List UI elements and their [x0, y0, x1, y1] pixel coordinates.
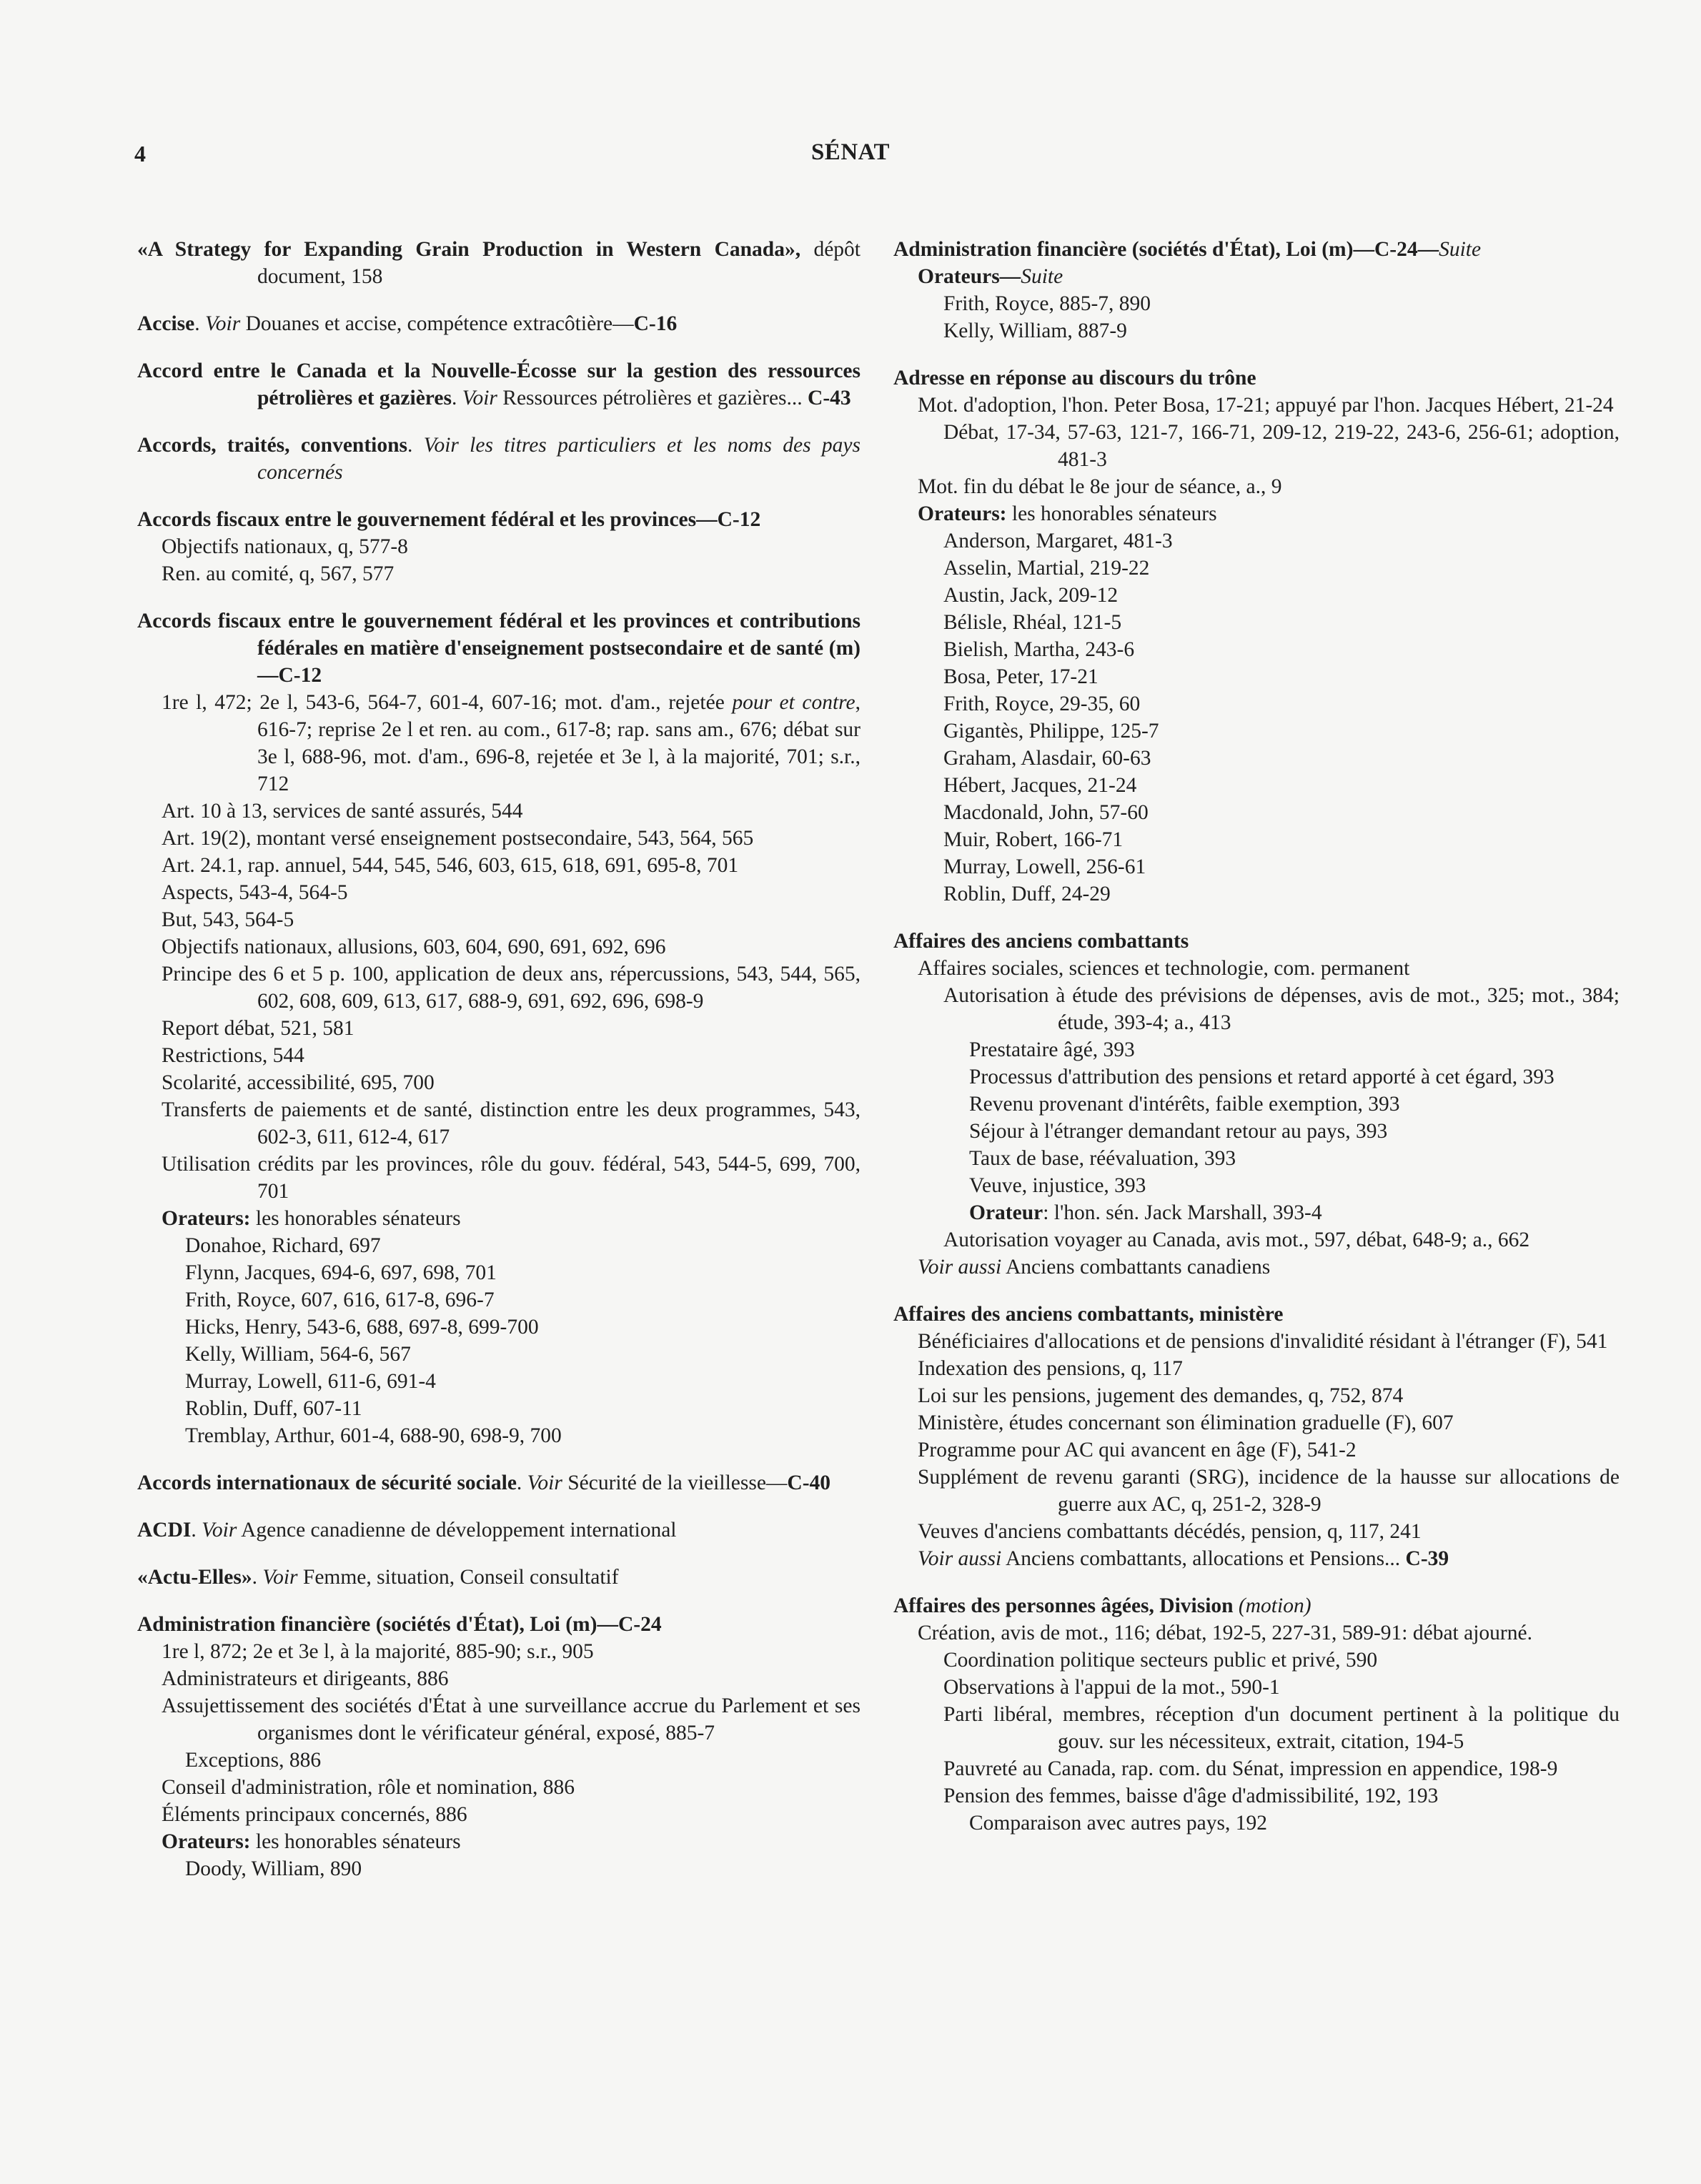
entry-text: Processus d'attribution des pensions et retard apporté à cet égard, 393 [969, 1066, 1554, 1088]
entry-text: Affaires des anciens combattants, ministère [893, 1303, 1284, 1326]
entry-text: Loi sur les pensions, jugement des demandes, q, 752, 874 [918, 1384, 1404, 1407]
entry-text: «A Strategy for Expanding Grain Production in Western Canada», [137, 238, 814, 261]
entry-text: Restrictions, 544 [162, 1044, 304, 1067]
entry-text: Accord entre le Canada et la Nouvelle-Écosse sur la gestion des ressources pétrolières et gazières [137, 359, 861, 409]
entry-text: Murray, Lowell, 256-61 [943, 855, 1146, 878]
entry-text: Administration financière (sociétés d'État), Loi (m)—C-24 [137, 1613, 662, 1636]
entry-heading [137, 1517, 861, 1544]
index-entry [893, 1301, 1620, 1572]
entry-text: Murray, Lowell, 611-6, 691-4 [185, 1370, 436, 1393]
entry-text: Graham, Alasdair, 60-63 [943, 747, 1151, 770]
entry-heading [893, 364, 1620, 392]
index-entry [137, 1611, 861, 1882]
entry-text: Conseil d'administration, rôle et nomination, 886 [162, 1776, 575, 1799]
index-entry [137, 236, 861, 290]
entry-text: . [407, 434, 424, 457]
left-column [137, 236, 861, 1902]
entry-text: Ministère, études concernant son élimination graduelle (F), 607 [918, 1411, 1454, 1434]
entry-text: 1re l, 472; 2e l, 543-6, 564-7, 601-4, 607-16; mot. d'am., rejetée [162, 691, 733, 714]
sub-entry [137, 1314, 861, 1341]
entry-text: Agence canadienne de développement international [237, 1519, 677, 1542]
entry-text: Transferts de paiements et de santé, distinction entre les deux programmes, 543, 602-3, 611, 612-4, 617 [162, 1098, 861, 1148]
page-number: 4 [134, 141, 146, 167]
entry-heading [137, 1469, 861, 1496]
entry-text: C-40 [787, 1471, 831, 1494]
sub-entry [893, 609, 1620, 636]
sub-entry [137, 1096, 861, 1151]
sub-entry [137, 852, 861, 879]
sub-entry [893, 1518, 1620, 1545]
index-entry [137, 310, 861, 337]
entry-text: C-16 [633, 312, 678, 335]
entry-text: Roblin, Duff, 24-29 [943, 883, 1111, 905]
sub-entry [137, 689, 861, 798]
entry-text: . [191, 1519, 202, 1542]
entry-text: Frith, Royce, 29-35, 60 [943, 693, 1141, 715]
entry-text: pour et contre [732, 691, 856, 714]
sub-entry [137, 1151, 861, 1205]
entry-text: Voir [262, 1566, 298, 1589]
sub-entry [137, 1395, 861, 1422]
entry-text: Revenu provenant d'intérêts, faible exemption, 393 [969, 1093, 1400, 1116]
entry-heading [893, 1592, 1620, 1619]
entry-text: Ren. au comité, q, 567, 577 [162, 562, 395, 585]
entry-text: Voir [462, 387, 497, 409]
entry-text: Éléments principaux concernés, 886 [162, 1803, 467, 1826]
sub-entry [137, 906, 861, 933]
entry-text: Anciens combattants canadiens [1001, 1256, 1271, 1279]
entry-text: Flynn, Jacques, 694-6, 697, 698, 701 [185, 1261, 497, 1284]
entry-text: Voir [205, 312, 241, 335]
sub-entry [137, 1828, 861, 1855]
entry-text: Objectifs nationaux, q, 577-8 [162, 535, 408, 558]
entry-text: Anciens combattants, allocations et Pensions... [1001, 1547, 1406, 1570]
entry-text: Voir aussi [918, 1256, 1002, 1279]
sub-entry [893, 1464, 1620, 1518]
sub-entry [893, 1674, 1620, 1701]
entry-text: Sécurité de la vieillesse— [562, 1471, 788, 1494]
entry-text: Orateur [969, 1201, 1043, 1224]
sub-entry [137, 1774, 861, 1801]
sub-entry [893, 1755, 1620, 1782]
entry-text: Observations à l'appui de la mot., 590-1 [943, 1676, 1280, 1699]
entry-heading [137, 310, 861, 337]
index-entry [137, 357, 861, 412]
entry-heading [893, 236, 1620, 263]
sub-entry [893, 1701, 1620, 1755]
sub-entry [137, 1422, 861, 1449]
entry-text: , 616-7; reprise 2e l et ren. au com., 617-8; rap. sans am., 676; débat sur 3e l, 688-96, mot. d'am., 696-8, rejetée et 3e l, à la majorité, 701; s.r., 712 [257, 691, 861, 795]
entry-text: Programme pour AC qui avancent en âge (F), 541-2 [918, 1439, 1357, 1461]
entry-text: Orateurs: [162, 1207, 251, 1230]
entry-text: Bielish, Martha, 243-6 [943, 638, 1135, 661]
sub-entry [893, 527, 1620, 555]
sub-entry [137, 1801, 861, 1828]
entry-heading [893, 928, 1620, 955]
entry-text: Création, avis de mot., 116; débat, 192-5, 227-31, 589-91: débat ajourné. [918, 1622, 1532, 1644]
entry-text: Prestataire âgé, 393 [969, 1038, 1135, 1061]
entry-text: dépôt document, 158 [257, 238, 861, 288]
entry-text: les honorables sénateurs [250, 1207, 461, 1230]
entry-text: Veuve, injustice, 393 [969, 1174, 1146, 1197]
sub-entry [893, 690, 1620, 718]
sub-entry [137, 961, 861, 1015]
entry-text: Kelly, William, 564-6, 567 [185, 1343, 411, 1366]
entry-text: Orateurs— [918, 265, 1021, 288]
index-entry [893, 928, 1620, 1281]
sub-entry [893, 392, 1620, 419]
sub-entry [893, 1091, 1620, 1118]
sub-entry [893, 1355, 1620, 1382]
entry-text: «Actu-Elles» [137, 1566, 252, 1589]
sub-entry [893, 663, 1620, 690]
sub-entry [137, 1015, 861, 1042]
entry-text: Report débat, 521, 581 [162, 1017, 354, 1040]
sub-entry [137, 1259, 861, 1286]
sub-entry [137, 1855, 861, 1882]
sub-entry [137, 560, 861, 587]
entry-text: Assujettissement des sociétés d'État à une surveillance accrue du Parlement et ses organismes dont le vérificateur général, exposé, 885-7 [162, 1694, 861, 1744]
sub-entry [893, 500, 1620, 527]
sub-entry [893, 1226, 1620, 1254]
entry-text: Macdonald, John, 57-60 [943, 801, 1149, 824]
sub-entry [893, 745, 1620, 772]
sub-entry [893, 772, 1620, 799]
entry-text: Asselin, Martial, 219-22 [943, 557, 1150, 580]
entry-text: But, 543, 564-5 [162, 908, 294, 931]
index-entry [137, 1517, 861, 1544]
sub-entry [893, 636, 1620, 663]
sub-entry [893, 1254, 1620, 1281]
sub-entry [893, 1782, 1620, 1810]
entry-heading [137, 1564, 861, 1591]
sub-entry [893, 1619, 1620, 1647]
entry-text: Exceptions, 886 [185, 1749, 322, 1772]
entry-text: Taux de base, réévaluation, 393 [969, 1147, 1236, 1170]
entry-text: Frith, Royce, 885-7, 890 [943, 292, 1151, 315]
entry-heading [137, 357, 861, 412]
entry-text: Accords internationaux de sécurité sociale [137, 1471, 517, 1494]
index-entry [137, 1469, 861, 1496]
entry-text: Affaires sociales, sciences et technologie, com. permanent [918, 957, 1410, 980]
entry-text: Orateurs: [918, 502, 1007, 525]
entry-text: Coordination politique secteurs public et privé, 590 [943, 1649, 1378, 1672]
entry-text: C-43 [808, 387, 851, 409]
sub-entry [893, 982, 1620, 1036]
entry-text: Administrateurs et dirigeants, 886 [162, 1667, 449, 1690]
entry-text: Frith, Royce, 607, 616, 617-8, 696-7 [185, 1289, 495, 1311]
entry-text: Voir [202, 1519, 237, 1542]
entry-text: Pension des femmes, baisse d'âge d'admissibilité, 192, 193 [943, 1785, 1439, 1807]
entry-text: Mot. fin du débat le 8e jour de séance, a., 9 [918, 475, 1282, 498]
sub-entry [137, 879, 861, 906]
sub-entry [893, 1118, 1620, 1145]
index-entry [137, 432, 861, 486]
entry-text: Supplément de revenu garanti (SRG), incidence de la hausse sur allocations de guerre aux AC, q, 251-2, 328-9 [918, 1466, 1620, 1516]
sub-entry [893, 419, 1620, 473]
entry-text: Orateurs: [162, 1830, 251, 1853]
sub-entry [893, 1409, 1620, 1436]
entry-text: Doody, William, 890 [185, 1857, 362, 1880]
entry-text: Adresse en réponse au discours du trône [893, 367, 1256, 389]
sub-entry [893, 317, 1620, 344]
sub-entry [893, 1063, 1620, 1091]
entry-text: Mot. d'adoption, l'hon. Peter Bosa, 17-21; appuyé par l'hon. Jacques Hébert, 21-24 [918, 394, 1614, 417]
entry-heading [893, 1301, 1620, 1328]
sub-entry [893, 955, 1620, 982]
entry-heading [137, 607, 861, 689]
entry-heading [137, 1611, 861, 1638]
entry-text: Pauvreté au Canada, rap. com. du Sénat, impression en appendice, 198-9 [943, 1757, 1558, 1780]
entry-text: Femme, situation, Conseil consultatif [297, 1566, 619, 1589]
sub-entry [137, 1069, 861, 1096]
index-entry [893, 364, 1620, 908]
sub-entry [137, 1042, 861, 1069]
entry-text: Art. 19(2), montant versé enseignement postsecondaire, 543, 564, 565 [162, 827, 754, 850]
entry-text: ACDI [137, 1519, 192, 1542]
entry-text: Affaires des personnes âgées, Division [893, 1594, 1239, 1617]
entry-heading [137, 506, 861, 533]
entry-heading [137, 432, 861, 486]
sub-entry [893, 1810, 1620, 1837]
sub-entry [893, 1199, 1620, 1226]
entry-text: C-39 [1405, 1547, 1449, 1570]
sub-entry [137, 1747, 861, 1774]
index-entry [893, 1592, 1620, 1837]
sub-entry [893, 1036, 1620, 1063]
sub-entry [893, 1172, 1620, 1199]
entry-text: les honorables sénateurs [1006, 502, 1217, 525]
entry-text: Art. 10 à 13, services de santé assurés, 544 [162, 800, 523, 823]
sub-entry [137, 933, 861, 961]
index-entry [137, 607, 861, 1449]
entry-text: Art. 24.1, rap. annuel, 544, 545, 546, 603, 615, 618, 691, 695-8, 701 [162, 854, 739, 877]
entry-text: Ressources pétrolières et gazières... [497, 387, 808, 409]
entry-text: Débat, 17-34, 57-63, 121-7, 166-71, 209-12, 219-22, 243-6, 256-61; adoption, 481-3 [943, 421, 1620, 471]
entry-text: Suite [1021, 265, 1063, 288]
sub-entry [137, 533, 861, 560]
sub-entry [137, 825, 861, 852]
sub-entry [893, 582, 1620, 609]
sub-entry [893, 290, 1620, 317]
entry-text: Accise [137, 312, 195, 335]
entry-text: Accords, traités, conventions [137, 434, 407, 457]
entry-text: Affaires des anciens combattants [893, 930, 1189, 953]
entry-text: Autorisation à étude des prévisions de dépenses, avis de mot., 325; mot., 384; étude, 393-4; a., 413 [943, 984, 1620, 1034]
entry-text: Donahoe, Richard, 697 [185, 1234, 381, 1257]
entry-text: Séjour à l'étranger demandant retour au pays, 393 [969, 1120, 1388, 1143]
entry-text: Bélisle, Rhéal, 121-5 [943, 611, 1122, 634]
page-title: SÉNAT [810, 139, 891, 165]
sub-entry [893, 473, 1620, 500]
sub-entry [893, 555, 1620, 582]
entry-text: Kelly, William, 887-9 [943, 319, 1127, 342]
entry-text: Bosa, Peter, 17-21 [943, 665, 1099, 688]
index-entry [893, 236, 1620, 344]
entry-text: Utilisation crédits par les provinces, rôle du gouv. fédéral, 543, 544-5, 699, 700, 701 [162, 1153, 861, 1203]
sub-entry [137, 1286, 861, 1314]
entry-text: Objectifs nationaux, allusions, 603, 604, 690, 691, 692, 696 [162, 935, 666, 958]
sub-entry [893, 853, 1620, 880]
entry-text: Veuves d'anciens combattants décédés, pension, q, 117, 241 [918, 1520, 1422, 1543]
sub-entry [893, 799, 1620, 826]
sub-entry [893, 1145, 1620, 1172]
entry-text: (motion) [1238, 1594, 1311, 1617]
sub-entry [893, 263, 1620, 290]
entry-text: Anderson, Margaret, 481-3 [943, 530, 1173, 552]
sub-entry [137, 798, 861, 825]
entry-text: Voir aussi [918, 1547, 1002, 1570]
entry-text: Aspects, 543-4, 564-5 [162, 881, 348, 904]
entry-text: . [516, 1471, 527, 1494]
entry-text: Tremblay, Arthur, 601-4, 688-90, 698-9, 700 [185, 1424, 562, 1447]
sub-entry [137, 1638, 861, 1665]
entry-text: Bénéficiaires d'allocations et de pensions d'invalidité résidant à l'étranger (F), 541 [918, 1330, 1608, 1353]
sub-entry [137, 1665, 861, 1692]
entry-text: Muir, Robert, 166-71 [943, 828, 1124, 851]
entry-text: les honorables sénateurs [250, 1830, 461, 1853]
entry-text: : l'hon. sén. Jack Marshall, 393-4 [1043, 1201, 1322, 1224]
entry-text: Accords fiscaux entre le gouvernement fédéral et les provinces—C-12 [137, 508, 761, 531]
entry-text: Indexation des pensions, q, 117 [918, 1357, 1183, 1380]
right-column [893, 236, 1620, 1857]
entry-text: Principe des 6 et 5 p. 100, application de deux ans, répercussions, 543, 544, 565, 602, 608, 609, 613, 617, 688-9, 691, 692, 696, 698-9 [162, 963, 861, 1013]
index-entry [137, 506, 861, 587]
sub-entry [137, 1341, 861, 1368]
entry-text: . [194, 312, 206, 335]
sub-entry [137, 1368, 861, 1395]
index-entry [137, 1564, 861, 1591]
sub-entry [893, 1647, 1620, 1674]
sub-entry [893, 880, 1620, 908]
entry-text: Hicks, Henry, 543-6, 688, 697-8, 699-700 [185, 1316, 539, 1339]
entry-text: Voir [527, 1471, 562, 1494]
entry-text: Scolarité, accessibilité, 695, 700 [162, 1071, 435, 1094]
entry-text: Parti libéral, membres, réception d'un document pertinent à la politique du gouv. sur les nécessiteux, extrait, citation, 194-5 [943, 1703, 1620, 1753]
sub-entry [893, 1382, 1620, 1409]
entry-text: Comparaison avec autres pays, 192 [969, 1812, 1267, 1835]
entry-heading [137, 236, 861, 290]
entry-text: . [252, 1566, 263, 1589]
entry-text: . [451, 387, 462, 409]
entry-text: 1re l, 872; 2e et 3e l, à la majorité, 885-90; s.r., 905 [162, 1640, 594, 1663]
entry-text: Voir les titres particuliers et les noms des pays concernés [257, 434, 861, 484]
entry-text: Douanes et accise, compétence extracôtière— [240, 312, 634, 335]
entry-text: Suite [1439, 238, 1482, 261]
sub-entry [137, 1205, 861, 1232]
sub-entry [137, 1232, 861, 1259]
sub-entry [137, 1692, 861, 1747]
sub-entry [893, 718, 1620, 745]
entry-text: Accords fiscaux entre le gouvernement fédéral et les provinces et contributions fédérales en matière d'enseignement postsecondaire et de santé (m)—C-12 [137, 610, 861, 687]
sub-entry [893, 1545, 1620, 1572]
entry-text: Austin, Jack, 209-12 [943, 584, 1119, 607]
entry-text: Hébert, Jacques, 21-24 [943, 774, 1137, 797]
sub-entry [893, 1436, 1620, 1464]
sub-entry [893, 826, 1620, 853]
entry-text: Autorisation voyager au Canada, avis mot., 597, débat, 648-9; a., 662 [943, 1228, 1530, 1251]
entry-text: Roblin, Duff, 607-11 [185, 1397, 362, 1420]
entry-text: Gigantès, Philippe, 125-7 [943, 720, 1159, 743]
sub-entry [893, 1328, 1620, 1355]
entry-text: Administration financière (sociétés d'État), Loi (m)—C-24— [893, 238, 1439, 261]
